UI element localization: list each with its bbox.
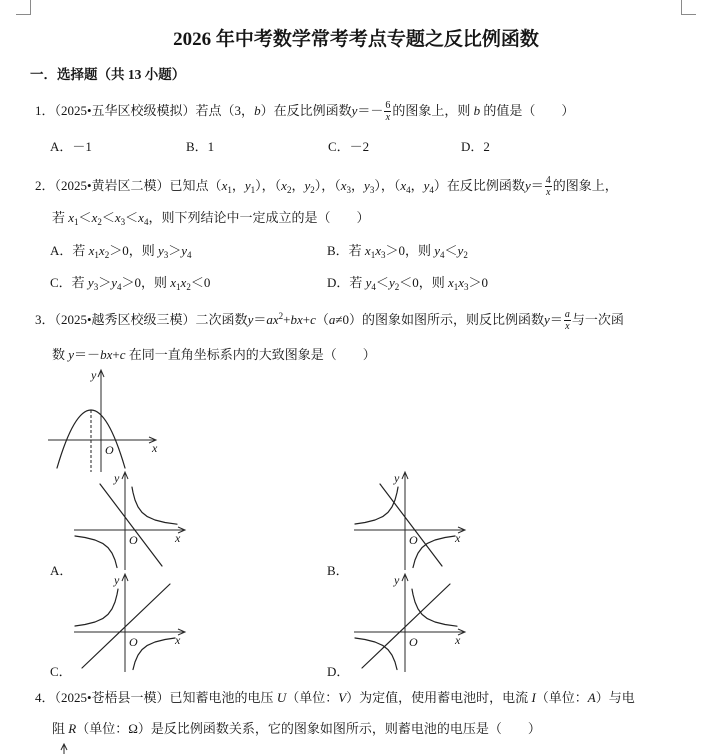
- text-run: ，: [351, 178, 365, 193]
- text-run: ＝: [253, 312, 267, 327]
- math-variable: b: [254, 103, 261, 118]
- text-run: ＞0，则: [109, 243, 158, 258]
- hyperbola-branch-quadrant-2: [75, 589, 118, 626]
- fraction-numerator: 4: [545, 174, 551, 186]
- text-run: ＜: [125, 210, 139, 225]
- linear-function-line: [100, 484, 162, 566]
- text-run: 3．（2025•越秀区校级三模）二次函数: [35, 312, 248, 327]
- hyperbola-branch-quadrant-2: [355, 487, 398, 524]
- text-run: ），（: [255, 178, 282, 193]
- hyperbola-branch-quadrant-1: [132, 487, 177, 524]
- crop-mark-top-left-horizontal: [16, 14, 31, 15]
- text-run: B．若: [327, 243, 365, 258]
- question-3-option-c-label: C．: [50, 664, 72, 679]
- math-variable: x: [91, 210, 98, 225]
- crop-mark-top-left-vertical: [30, 0, 31, 15]
- text-run: D．2: [461, 139, 490, 154]
- fraction-denominator: x: [385, 111, 391, 123]
- math-variable: x: [447, 275, 454, 290]
- question-3-stem-line-1: [35, 310, 624, 330]
- question-3-parabola-figure: [45, 368, 170, 472]
- text-run: ≠0）的图象如图所示，则反比例函数: [335, 312, 545, 327]
- question-3-option-a-label: A．: [50, 563, 73, 578]
- math-variable: y: [524, 178, 531, 193]
- math-variable: y: [364, 178, 370, 193]
- math-variable: x: [180, 275, 187, 290]
- subscript: 3: [120, 217, 126, 227]
- text-run: ，: [410, 178, 424, 193]
- math-variable: a: [328, 312, 336, 327]
- math-variable: y: [181, 243, 188, 258]
- question-4-stem-line-2: [52, 719, 541, 739]
- question-2-option-c: [50, 273, 210, 293]
- math-variable: A: [587, 690, 596, 705]
- origin-label: O: [409, 635, 418, 649]
- fraction-denominator: x: [565, 320, 570, 332]
- linear-function-line: [380, 484, 442, 566]
- crop-mark-top-right-horizontal: [681, 14, 696, 15]
- math-variable: x: [375, 243, 381, 258]
- text-run: ＜: [444, 243, 458, 258]
- subscript: 2: [310, 185, 315, 195]
- text-run: ＜: [101, 210, 115, 225]
- text-run: ）在反比例函数: [433, 178, 525, 193]
- x-axis-label: x: [175, 633, 181, 647]
- math-variable: x: [170, 275, 177, 290]
- math-variable: y: [247, 312, 254, 327]
- question-3-option-c-graph: [70, 572, 190, 672]
- text-run: ＞0，则: [385, 243, 435, 258]
- math-variable: y: [244, 178, 251, 193]
- fraction: [564, 310, 571, 331]
- question-1-option-c: [328, 137, 369, 157]
- subscript: 1: [74, 217, 79, 227]
- hyperbola-branch-quadrant-3: [75, 536, 117, 568]
- text-run: 的图象上，: [552, 178, 618, 193]
- superscript: 2: [278, 311, 284, 321]
- question-2-option-a: [50, 241, 192, 261]
- origin-label: O: [129, 635, 138, 649]
- text-run: 在同一直角坐标系内的大致图象是（ ）: [125, 347, 376, 362]
- subscript: 3: [369, 185, 375, 195]
- math-variable: x: [400, 178, 407, 193]
- subscript: 1: [453, 282, 459, 292]
- text-run: 4．（2025•苍梧县一模）已知蓄电池的电压: [35, 690, 277, 705]
- math-variable: y: [423, 178, 430, 193]
- subscript: 1: [94, 250, 99, 260]
- hyperbola-branch-quadrant-4: [133, 638, 175, 670]
- subscript: 1: [176, 282, 181, 292]
- math-variable: U: [276, 690, 287, 705]
- hyperbola-branch-quadrant-1: [412, 589, 457, 626]
- text-run: 阻: [52, 721, 69, 736]
- text-run: 2．（2025•黄岩区二模）已知点（: [35, 178, 222, 193]
- y-axis-label: y: [91, 368, 97, 382]
- subscript: 2: [104, 250, 110, 260]
- text-run: ＜: [78, 210, 92, 225]
- math-variable: x: [114, 210, 121, 225]
- fraction: [545, 176, 552, 197]
- text-run: ）为定值，使用蓄电池时，电流: [346, 690, 532, 705]
- math-variable: y: [457, 243, 464, 258]
- subscript: 3: [93, 282, 99, 292]
- crop-mark-top-right-vertical: [681, 0, 682, 15]
- subscript: 2: [186, 282, 191, 292]
- origin-label: O: [409, 533, 418, 547]
- y-axis-label: y: [394, 471, 400, 485]
- math-variable: bx: [100, 347, 113, 362]
- subscript: 2: [394, 282, 400, 292]
- hyperbola-branch-quadrant-3: [355, 638, 397, 670]
- text-run: ，则下列结论中一定成立的是（ ）: [148, 210, 370, 225]
- math-variable: x: [221, 178, 228, 193]
- question-2-option-d: [327, 273, 488, 293]
- text-run: ）在反比例函数: [260, 103, 352, 118]
- text-run: 若: [52, 210, 69, 225]
- y-axis-label: y: [394, 573, 400, 587]
- math-variable: x: [281, 178, 287, 193]
- question-3-option-d-graph: [350, 572, 470, 672]
- subscript: 4: [117, 282, 122, 292]
- text-run: ＜: [375, 275, 389, 290]
- math-variable: bx: [290, 312, 303, 327]
- subscript: 2: [286, 185, 292, 195]
- text-run: C．－2: [328, 139, 370, 154]
- text-run: 数: [52, 347, 69, 362]
- text-run: ），（: [314, 178, 341, 193]
- origin-label: O: [105, 443, 114, 457]
- math-variable: y: [111, 275, 117, 290]
- question-2-option-b: [327, 241, 468, 261]
- text-run: ），（: [374, 178, 401, 193]
- fraction-numerator: 6: [385, 99, 391, 111]
- subscript: 4: [440, 250, 445, 260]
- text-run: ＝: [549, 312, 563, 327]
- question-3-option-a-graph: [70, 470, 190, 570]
- question-3-option-d-label: D．: [327, 664, 350, 679]
- text-run: （: [315, 312, 329, 327]
- subscript: 4: [187, 250, 192, 260]
- subscript: 3: [346, 185, 352, 195]
- question-2-stem-line-2: [52, 208, 369, 228]
- question-4-figure-partial: [56, 743, 72, 754]
- section-heading: 一．选择题（共 13 小题）: [30, 67, 186, 82]
- subscript: 4: [143, 217, 149, 227]
- document-title: 2026 年中考数学常考考点专题之反比例函数: [173, 29, 539, 50]
- text-run: （单位：Ω）是反比例函数关系，它的图象如图所示，则蓄电池的电压是（ ）: [76, 721, 541, 736]
- question-1-stem: [35, 101, 574, 121]
- subscript: 3: [163, 250, 169, 260]
- origin-label: O: [129, 533, 138, 547]
- math-variable: y: [304, 178, 311, 193]
- math-variable: x: [88, 243, 95, 258]
- text-run: ＞: [98, 275, 112, 290]
- text-run: 的值是（ ）: [480, 103, 575, 118]
- math-variable: b: [473, 103, 481, 118]
- y-axis-label: y: [114, 471, 120, 485]
- math-variable: x: [458, 275, 465, 290]
- subscript: 1: [370, 250, 376, 260]
- math-variable: y: [157, 243, 164, 258]
- x-axis-label: x: [455, 633, 461, 647]
- text-run: A．－1: [50, 139, 92, 154]
- math-variable: c: [119, 347, 126, 362]
- linear-function-line: [82, 584, 170, 668]
- text-run: 与一次函: [571, 312, 624, 327]
- math-variable: y: [434, 243, 441, 258]
- y-axis-label: y: [114, 573, 120, 587]
- question-1-option-a: [50, 137, 92, 157]
- math-variable: y: [365, 275, 372, 290]
- math-variable: x: [68, 210, 75, 225]
- fraction-denominator: x: [546, 186, 551, 198]
- math-variable: V: [338, 690, 347, 705]
- subscript: 3: [464, 282, 469, 292]
- parabola: [57, 410, 125, 468]
- text-run: +: [112, 347, 120, 362]
- math-variable: y: [544, 312, 550, 327]
- fraction-numerator: a: [564, 308, 570, 320]
- x-axis-label: x: [152, 441, 158, 455]
- question-3-option-b-label: B．: [327, 563, 349, 578]
- text-run: ＜0: [190, 275, 211, 290]
- question-1-option-b: [186, 137, 214, 157]
- subscript: 4: [429, 185, 434, 195]
- subscript: 2: [97, 217, 102, 227]
- text-run: +: [283, 312, 291, 327]
- subscript: 4: [371, 282, 376, 292]
- text-run: +: [302, 312, 311, 327]
- text-run: 1．（2025•五华区校级模拟）若点（3，: [35, 103, 255, 118]
- math-variable: y: [388, 275, 395, 290]
- text-run: ，: [231, 178, 245, 193]
- text-run: 的图象上，则: [392, 103, 474, 118]
- subscript: 1: [250, 185, 256, 195]
- fraction: [384, 101, 391, 122]
- text-run: ＝: [530, 178, 544, 193]
- math-variable: y: [87, 275, 94, 290]
- question-4-stem-line-1: [35, 688, 635, 708]
- subscript: 3: [380, 250, 386, 260]
- subscript: 1: [227, 185, 232, 195]
- text-run: （单位：: [286, 690, 339, 705]
- text-run: ＞0，则: [121, 275, 171, 290]
- hyperbola-branch-quadrant-4: [413, 536, 455, 568]
- x-axis-label: x: [455, 531, 461, 545]
- text-run: ＝－: [74, 347, 101, 362]
- math-variable: y: [68, 347, 75, 362]
- math-variable: c: [310, 312, 316, 327]
- text-run: C．若: [50, 275, 88, 290]
- linear-function-line: [362, 584, 450, 668]
- text-run: A．若: [50, 243, 89, 258]
- question-1-option-d: [461, 137, 490, 157]
- question-3-option-b-graph: [350, 470, 470, 570]
- subscript: 4: [406, 185, 411, 195]
- text-run: ＝－: [357, 103, 384, 118]
- text-run: B．1: [186, 139, 215, 154]
- text-run: ＞: [168, 243, 182, 258]
- text-run: ＜0，则: [399, 275, 448, 290]
- x-axis-label: x: [175, 531, 181, 545]
- math-variable: x: [364, 243, 371, 258]
- math-variable: x: [98, 243, 105, 258]
- math-variable: x: [138, 210, 144, 225]
- text-run: （单位：: [535, 690, 588, 705]
- math-variable: x: [340, 178, 347, 193]
- math-variable: ax: [266, 312, 279, 327]
- text-run: ＞0: [468, 275, 489, 290]
- math-variable: R: [68, 721, 77, 736]
- text-run: D．若: [327, 275, 366, 290]
- question-3-stem-line-2: [52, 345, 376, 365]
- math-variable: y: [351, 103, 358, 118]
- text-run: ）与电: [595, 690, 635, 705]
- question-2-stem-line-1: [35, 176, 618, 196]
- subscript: 2: [463, 250, 468, 260]
- text-run: ，: [291, 178, 305, 193]
- math-variable: I: [531, 690, 536, 705]
